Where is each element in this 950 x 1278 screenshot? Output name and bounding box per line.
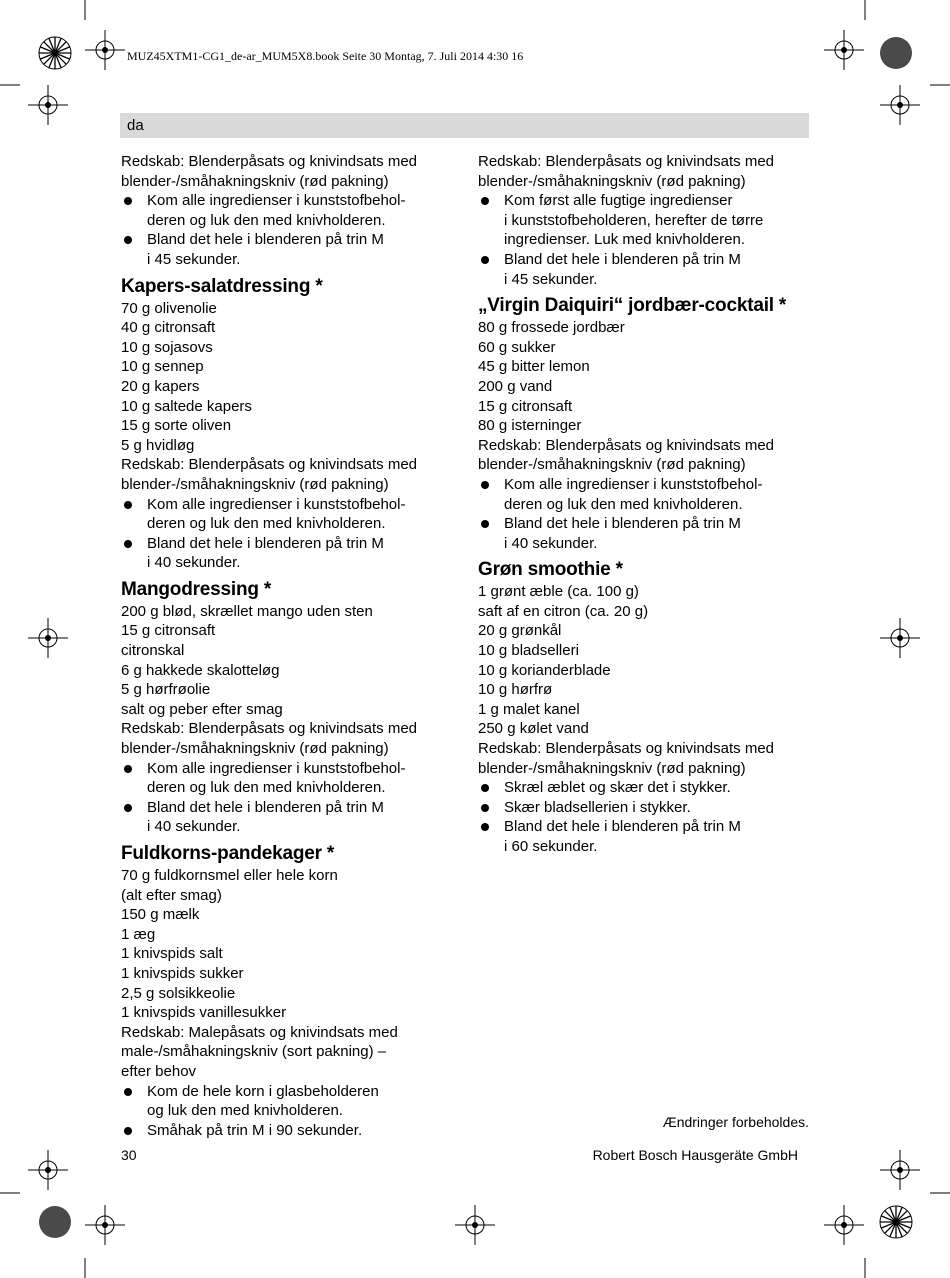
ingredient: 40 g citronsaft — [121, 319, 216, 337]
equipment-line: Redskab: Blenderpåsats og knivindsats med — [478, 436, 775, 454]
crosshair-registration-icon — [824, 30, 864, 70]
equipment-line: efter behov — [121, 1062, 197, 1080]
step-item: Kom de hele korn i glasbeholderen og luk den med knivholderen. — [121, 1082, 461, 1121]
language-bar — [120, 113, 809, 138]
ingredient: 5 g hvidløg — [121, 436, 195, 454]
ingredient: 1 grønt æble (ca. 100 g) — [478, 583, 639, 601]
equipment-label: Redskab: — [478, 436, 542, 454]
crosshair-registration-icon — [880, 1150, 920, 1190]
ingredient: citronskal — [121, 642, 185, 660]
equipment-label: Redskab: — [121, 456, 185, 474]
equipment-label: Redskab: — [478, 740, 542, 758]
step-item: Bland det hele i blenderen på trin M i 45 sekunder. — [478, 250, 813, 289]
ingredient: (alt efter smag) — [121, 886, 222, 904]
equipment-line: blender-/småhakningskniv (rød pakning) — [121, 172, 389, 190]
ingredient: 250 g kølet vand — [478, 720, 589, 738]
recipe-title: Grøn smoothie * — [478, 559, 623, 581]
ingredient: 6 g hakkede skalotteløg — [121, 661, 280, 679]
ingredient: 10 g hørfrø — [478, 681, 553, 699]
step-item: Bland det hele i blenderen på trin M i 40 sekunder. — [121, 534, 461, 573]
ingredient: 15 g citronsaft — [478, 397, 573, 415]
ingredient: 80 g frossede jordbær — [478, 319, 625, 337]
ingredient: 70 g fuldkornsmel eller hele korn — [121, 867, 338, 884]
crosshair-registration-icon — [28, 85, 68, 125]
ingredient: 1 æg — [121, 925, 156, 943]
step-item: Bland det hele i blenderen på trin M i 45 sekunder. — [121, 230, 461, 269]
recipe-title: „Virgin Daiquiri“ jordbær-cocktail * — [478, 295, 787, 317]
ingredient: 5 g hørfrøolie — [121, 681, 211, 699]
equipment-line: Redskab: Blenderpåsats og knivindsats med — [121, 456, 418, 474]
equipment-line: male-/småhakningskniv (sort pakning) – — [121, 1043, 387, 1061]
ingredient: 10 g saltede kapers — [121, 397, 252, 415]
step-item: Skær bladsellerien i stykker. — [478, 798, 813, 818]
equipment-line: Redskab: Blenderpåsats og knivindsats med — [121, 720, 418, 738]
step-item: Bland det hele i blenderen på trin M i 40 sekunder. — [121, 798, 461, 837]
equipment-line: blender-/småhakningskniv (rød pakning) — [478, 456, 746, 474]
ingredient: 10 g sojasovs — [121, 338, 213, 356]
ingredient: 20 g kapers — [121, 377, 200, 395]
step-item: Kom alle ingredienser i kunststofbehol- deren og luk den med knivholderen. — [478, 475, 813, 514]
ingredient: 1 g malet kanel — [478, 700, 580, 718]
ingredient: 80 g isterninger — [478, 417, 582, 435]
color-target-dot — [38, 1205, 72, 1239]
equipment-label: Redskab: — [478, 153, 542, 170]
crosshair-registration-icon — [824, 1205, 864, 1245]
print-slug-line: MUZ45XTM1-CG1_de-ar_MUM5X8.book Seite 30 Montag, 7. Juli 2014 4:30 16 — [127, 49, 524, 63]
right-column — [478, 152, 813, 857]
equipment-line: Redskab: Blenderpåsats og knivindsats med — [478, 740, 775, 758]
equipment-label: Redskab: — [121, 720, 185, 738]
step-item: Kom alle ingredienser i kunststofbehol- deren og luk den med knivholderen. — [121, 495, 461, 534]
step-item: Kom først alle fugtige ingredienser i kunststofbeholderen, herefter de tørre ingredienser. Luk med knivholderen. — [478, 191, 813, 250]
language-code: da — [127, 117, 144, 134]
equipment-line: blender-/småhakningskniv (rød pakning) — [121, 475, 389, 493]
ingredient: 15 g citronsaft — [121, 622, 216, 640]
step-item: Bland det hele i blenderen på trin M i 40 sekunder. — [478, 514, 813, 553]
starburst-target-icon — [879, 1205, 913, 1239]
ingredient: 10 g bladselleri — [478, 642, 579, 660]
crosshair-registration-icon — [880, 85, 920, 125]
ingredient: 10 g sennep — [121, 358, 204, 376]
ingredient: 200 g vand — [478, 377, 553, 395]
crosshair-registration-icon — [28, 1150, 68, 1190]
ingredient: 45 g bitter lemon — [478, 358, 590, 376]
color-target-dot — [879, 36, 913, 70]
crosshair-registration-icon — [455, 1205, 495, 1245]
equipment-label: Redskab: — [121, 1023, 185, 1041]
ingredient: 2,5 g solsikkeolie — [121, 984, 236, 1002]
ingredient: 1 knivspids sukker — [121, 964, 244, 982]
step-item: Kom alle ingredienser i kunststofbehol- deren og luk den med knivholderen. — [121, 191, 461, 230]
ingredient: 150 g mælk — [121, 906, 200, 924]
equipment-line: Redskab: Blenderpåsats og knivindsats med — [478, 153, 775, 170]
recipe-title: Fuldkorns-pandekager * — [121, 843, 335, 864]
crosshair-registration-icon — [28, 618, 68, 658]
equipment-line: blender-/småhakningskniv (rød pakning) — [121, 740, 389, 758]
equipment-line: Redskab: Blenderpåsats og knivindsats med — [121, 153, 418, 170]
equipment-line: blender-/småhakningskniv (rød pakning) — [478, 172, 746, 190]
changes-reserved-note: Ændringer forbeholdes. — [662, 1114, 809, 1130]
step-item: Bland det hele i blenderen på trin M i 60 sekunder. — [478, 817, 813, 856]
equipment-line: blender-/småhakningskniv (rød pakning) — [478, 759, 746, 777]
page-number: 30 — [121, 1147, 137, 1163]
company-name: Robert Bosch Hausgeräte GmbH — [592, 1147, 798, 1163]
recipe-title: Mangodressing * — [121, 578, 272, 600]
ingredient: 10 g korianderblade — [478, 661, 611, 679]
crosshair-registration-icon — [85, 1205, 125, 1245]
left-column — [121, 152, 461, 1140]
step-item: Skræl æblet og skær det i stykker. — [478, 778, 813, 798]
recipe-title: Kapers-salatdressing * — [121, 275, 323, 297]
ingredient: 60 g sukker — [478, 338, 556, 356]
ingredient: 70 g olivenolie — [121, 299, 217, 317]
ingredient: 20 g grønkål — [478, 622, 562, 640]
ingredient: salt og peber efter smag — [121, 700, 283, 718]
starburst-target-icon — [38, 36, 72, 70]
step-item: Kom alle ingredienser i kunststofbehol- deren og luk den med knivholderen. — [121, 759, 461, 798]
equipment-line: Redskab: Malepåsats og knivindsats med — [121, 1023, 398, 1041]
step-item: Småhak på trin M i 90 sekunder. — [121, 1121, 461, 1141]
crosshair-registration-icon — [85, 30, 125, 70]
equipment-label: Redskab: — [121, 153, 185, 170]
ingredient: 15 g sorte oliven — [121, 417, 232, 435]
ingredient: 200 g blød, skrællet mango uden sten — [121, 602, 373, 620]
ingredient: 1 knivspids vanillesukker — [121, 1004, 287, 1022]
ingredient: saft af en citron (ca. 20 g) — [478, 602, 649, 620]
crosshair-registration-icon — [880, 618, 920, 658]
ingredient: 1 knivspids salt — [121, 945, 223, 963]
